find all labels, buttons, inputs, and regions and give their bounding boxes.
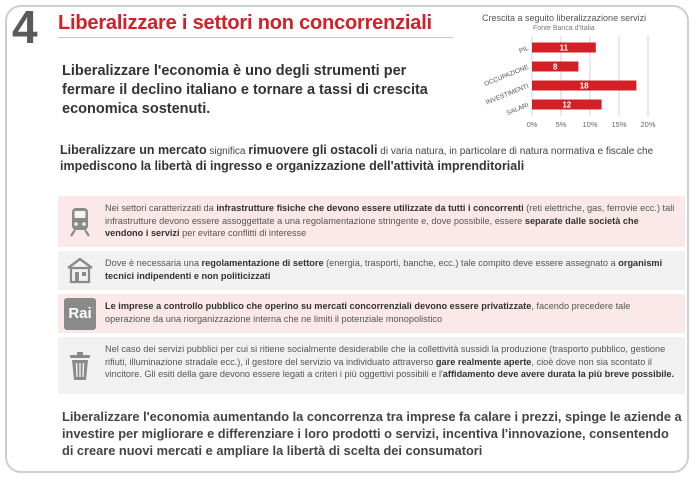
definition-part: di varia natura, in particolare di natura normativa e fiscale che <box>377 146 654 157</box>
chart-category-label: OCCUPAZIONE <box>483 63 530 89</box>
chart-category-label: SALARI <box>505 101 530 118</box>
trash-bin-icon <box>64 350 96 382</box>
chart-source: Fonte Banca d'Italia <box>533 25 595 32</box>
item-text: , cioè dove non sia scontato il vincitore. Gli esiti della gare devono essere legati a criteri i più oggettivi possibili e l' <box>105 356 652 379</box>
chart-tick-label: 10% <box>582 120 598 129</box>
chart-title: Crescita a seguito liberalizzazione servizi <box>482 13 647 23</box>
chart-value-label: 11 <box>559 43 569 53</box>
chart-value-label: 12 <box>562 100 572 110</box>
item-emphasis: regolamentazione di settore <box>201 258 324 268</box>
item-emphasis: Le imprese a controllo pubblico che operino su mercati concorrenziali devono essere privatizzate <box>105 301 532 311</box>
chart-category-label: INVESTIMENTI <box>484 82 530 107</box>
chart-category-label: PIL <box>518 44 530 56</box>
rai-logo-icon: Rai <box>64 298 96 330</box>
item-text: , facendo precedere tale operazione da una riorganizzazione interna che ne limiti il potenziale monopolistico <box>105 301 631 324</box>
definition-emphasis: impediscono la libertà di ingresso e organizzazione dell'attività imprenditoriali <box>60 159 525 173</box>
item-emphasis: affidamento deve avere durata la più breve possibile. <box>442 369 675 379</box>
chart-value-label: 8 <box>552 62 558 72</box>
item-emphasis: organismi tecnici indipendenti e non politicizzati <box>105 258 663 281</box>
item-text: per evitare conflitti di interesse <box>179 228 307 238</box>
page-title: Liberalizzare i settori non concorrenziali <box>58 12 432 34</box>
definition-emphasis: rimuovere gli ostacoli <box>248 143 378 157</box>
item-emphasis: infrastrutture fisiche che devono essere utilizzate da tutti i concorrenti <box>216 203 524 213</box>
train-icon <box>64 206 96 238</box>
definition-text <box>60 143 680 175</box>
item-emphasis: gare realmente aperte <box>435 356 532 367</box>
policy-item-public-tenders <box>58 337 685 394</box>
item-text: Dove è necessaria una <box>105 258 202 268</box>
chart-tick-label: 15% <box>611 120 627 129</box>
policy-item-infrastructure <box>58 196 685 247</box>
chart-tick-label: 5% <box>555 120 567 129</box>
chart-tick-label: 0% <box>526 120 538 129</box>
chart-tick-label: 20% <box>640 120 656 129</box>
item-text: Nei settori caratterizzati da <box>105 203 217 213</box>
definition-part: significa <box>206 146 249 157</box>
title-divider <box>58 37 453 38</box>
policy-item-privatization <box>58 294 685 333</box>
item-emphasis: separate dalle società che vendono i servizi <box>105 215 639 238</box>
item-text: Nel caso dei servizi pubblici per cui si ritiene socialmente desiderabile che la collettività sussidi la produzione (trasporto pubblico, gestione rifiuti, illuminazione stradale ecc.), il gestore del servizio va individuato attraverso <box>105 344 666 367</box>
building-icon <box>64 255 96 287</box>
intro-text: Liberalizzare l'economia è uno degli strumenti per fermare il declino italiano e tornare a tassi di crescita economica sostenuti. <box>62 63 428 117</box>
item-text: (energia, trasporti, banche, ecc.) tale compito deve essere assegnato a <box>323 258 619 268</box>
policy-item-regulation <box>58 251 685 290</box>
conclusion-text: Liberalizzare l'economia aumentando la concorrenza tra imprese fa calare i prezzi, spinge le aziende a investire per migliorare e differenziare i loro prodotti o servizi, incentiva l'innovazione, consentendo di creare nuovi mercati e ampliare la libertà di scelta dei consumatori <box>62 409 682 458</box>
definition-lead: Liberalizzare un mercato <box>60 143 207 157</box>
item-text: (reti elettriche, gas, ferrovie ecc.) tali infrastrutture devono essere assoggettate a una regolamentazione stringente e, dove possibile, essere <box>105 203 675 226</box>
chart-value-label: 18 <box>579 81 589 91</box>
growth-bar-chart <box>480 34 680 136</box>
section-number: 4 <box>12 1 38 53</box>
